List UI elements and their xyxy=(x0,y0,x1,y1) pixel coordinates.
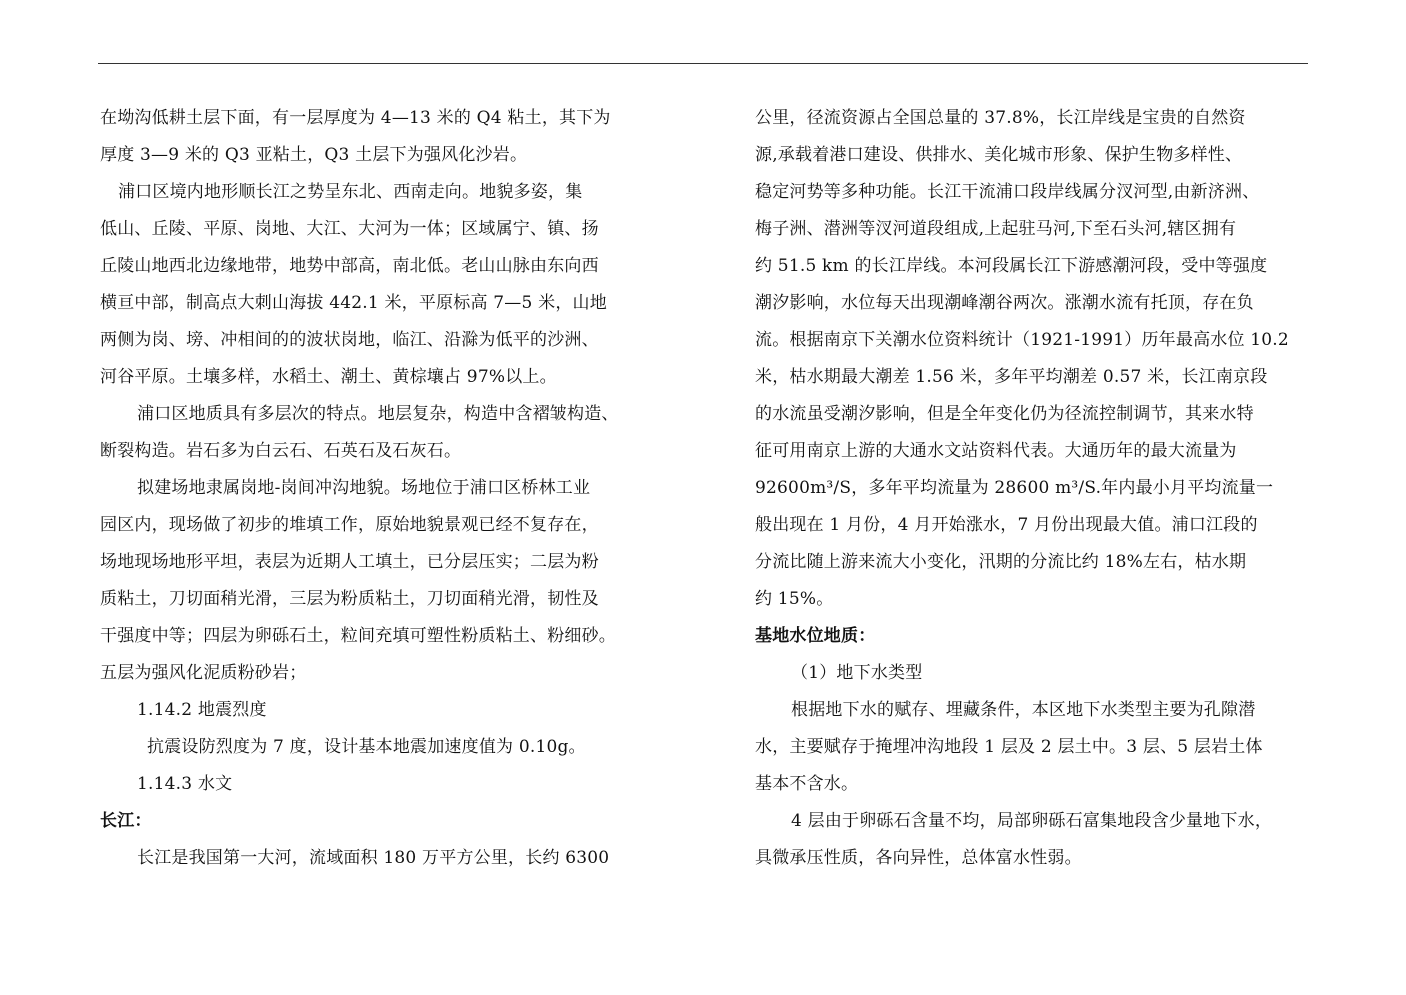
body-line: 断裂构造。岩石多为白云石、石英石及石灰石。 xyxy=(100,441,462,461)
body-line: 潮汐影响，水位每天出现潮峰潮谷两次。涨潮水流有托顶，存在负 xyxy=(755,293,1254,313)
body-line: 长江是我国第一大河，流域面积 180 万平方公里，长约 6300 xyxy=(137,848,610,868)
body-line: 分流比随上游来流大小变化，汛期的分流比约 18%左右，枯水期 xyxy=(755,552,1247,572)
body-line: 拟建场地隶属岗地-岗间冲沟地貌。场地位于浦口区桥林工业 xyxy=(137,478,591,498)
section-heading-groundwater-type: （1）地下水类型 xyxy=(791,663,923,683)
body-line: 约 15%。 xyxy=(755,589,834,609)
body-line: 干强度中等；四层为卵砾石土，粒间充填可塑性粉质粘土、粉细砂。 xyxy=(100,626,616,646)
body-line: 水，主要赋存于掩埋冲沟地段 1 层及 2 层土中。3 层、5 层岩土体 xyxy=(755,737,1263,757)
body-line: 厚度 3—9 米的 Q3 亚粘土，Q3 土层下为强风化沙岩。 xyxy=(100,145,528,165)
body-line: 丘陵山地西北边缘地带，地势中部高，南北低。老山山脉由东向西 xyxy=(100,256,599,276)
body-line: 抗震设防烈度为 7 度，设计基本地震加速度值为 0.10g。 xyxy=(147,737,586,757)
body-line: 园区内，现场做了初步的堆填工作，原始地貌景观已经不复存在， xyxy=(100,515,599,535)
body-line: 流。根据南京下关潮水位资料统计（1921-1991）历年最高水位 10.2 xyxy=(755,330,1289,350)
body-line: 梅子洲、潜洲等汊河道段组成,上起驻马河,下至石头河,辖区拥有 xyxy=(755,219,1237,239)
body-line: 源,承载着港口建设、供排水、美化城市形象、保护生物多样性、 xyxy=(755,145,1243,165)
section-heading-hydrology: 1.14.3 水文 xyxy=(137,774,233,794)
body-line: 般出现在 1 月份，4 月开始涨水，7 月份出现最大值。浦口江段的 xyxy=(755,515,1258,535)
body-line: 浦口区地质具有多层次的特点。地层复杂，构造中含褶皱构造、 xyxy=(137,404,619,424)
body-line: 低山、丘陵、平原、岗地、大江、大河为一体；区域属宁、镇、扬 xyxy=(100,219,599,239)
body-line: 横亘中部，制高点大刺山海拔 442.1 米，平原标高 7—5 米，山地 xyxy=(100,293,607,313)
body-line: 92600m³/S，多年平均流量为 28600 m³/S.年内最小月平均流量一 xyxy=(755,478,1274,498)
body-line: 4 层由于卵砾石含量不均，局部卵砾石富集地段含少量地下水， xyxy=(791,811,1273,831)
header-rule xyxy=(98,63,1308,64)
subheading-groundwater-geology: 基地水位地质： xyxy=(755,626,876,646)
body-line: 征可用南京上游的大通水文站资料代表。大通历年的最大流量为 xyxy=(755,441,1237,461)
body-line: 基本不含水。 xyxy=(755,774,859,794)
body-line: 河谷平原。土壤多样，水稻土、潮土、黄棕壤占 97%以上。 xyxy=(100,367,557,387)
body-line: 质粘土，刀切面稍光滑，三层为粉质粘土，刀切面稍光滑，韧性及 xyxy=(100,589,599,609)
body-line: 五层为强风化泥质粉砂岩； xyxy=(100,663,307,683)
body-line: 根据地下水的赋存、埋藏条件，本区地下水类型主要为孔隙潜 xyxy=(791,700,1256,720)
body-line: 公里，径流资源占全国总量的 37.8%，长江岸线是宝贵的自然资 xyxy=(755,108,1246,128)
left-column xyxy=(100,100,660,877)
right-column xyxy=(755,100,1317,877)
body-line: 在坳沟低耕土层下面，有一层厚度为 4—13 米的 Q4 粘土，其下为 xyxy=(100,108,611,128)
body-line: 两侧为岗、塝、冲相间的的波状岗地，临江、沿滁为低平的沙洲、 xyxy=(100,330,599,350)
body-line: 场地现场地形平坦，表层为近期人工填土，已分层压实；二层为粉 xyxy=(100,552,599,572)
section-heading-seismic: 1.14.2 地震烈度 xyxy=(137,700,267,720)
body-line: 的水流虽受潮汐影响，但是全年变化仍为径流控制调节，其来水特 xyxy=(755,404,1254,424)
body-line: 浦口区境内地形顺长江之势呈东北、西南走向。地貌多姿，集 xyxy=(118,182,583,202)
subheading-yangtze: 长江： xyxy=(100,811,152,831)
body-line: 具微承压性质，各向异性，总体富水性弱。 xyxy=(755,848,1082,868)
body-line: 稳定河势等多种功能。长江干流浦口段岸线属分汊河型,由新济洲、 xyxy=(755,182,1260,202)
body-line: 米，枯水期最大潮差 1.56 米，多年平均潮差 0.57 米，长江南京段 xyxy=(755,367,1268,387)
body-line: 约 51.5 km 的长江岸线。本河段属长江下游感潮河段，受中等强度 xyxy=(755,256,1268,276)
